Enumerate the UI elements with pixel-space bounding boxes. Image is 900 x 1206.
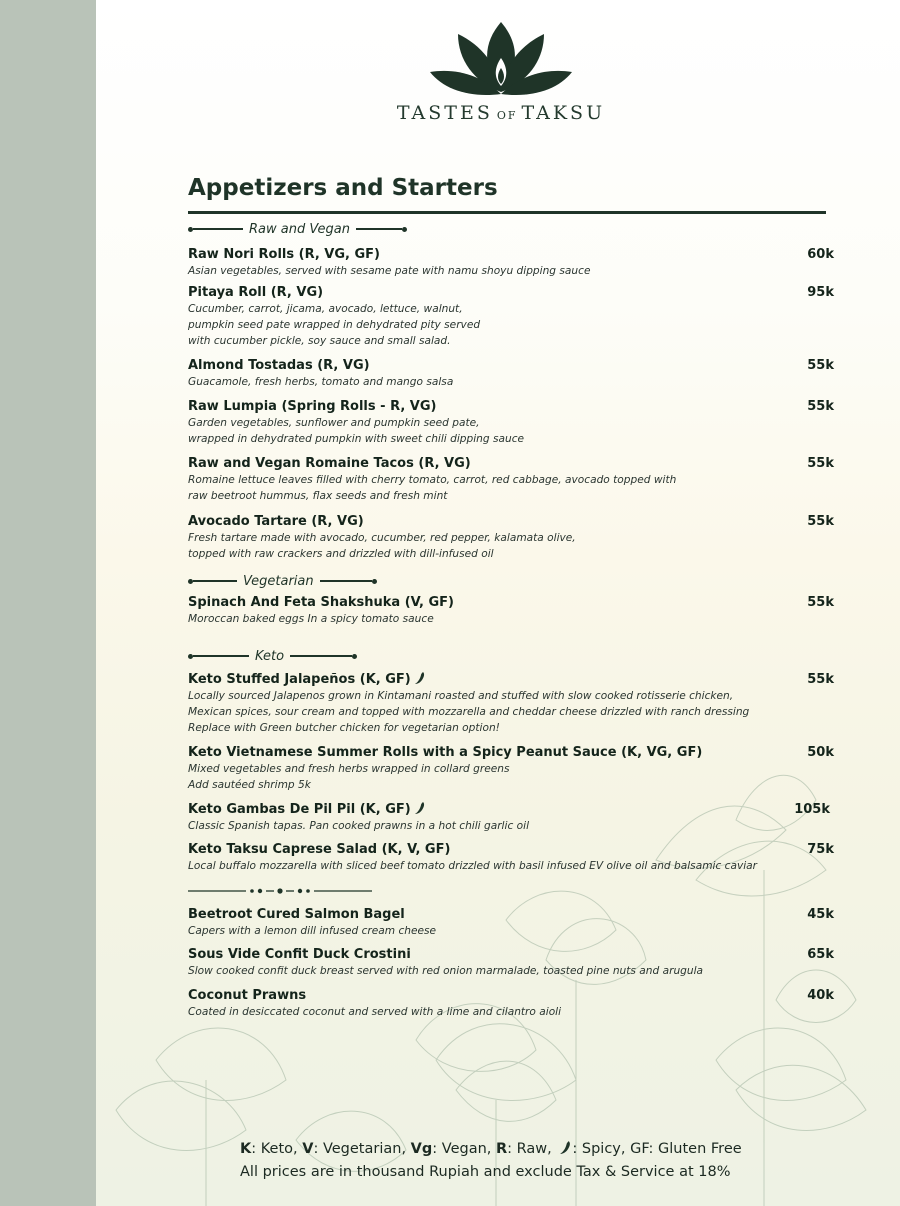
- side-strip: [0, 0, 96, 1206]
- section-keto: [188, 647, 357, 665]
- item-price: 65k: [807, 947, 834, 962]
- item-description: Asian vegetables, served with sesame pate with namu shoyu dipping sauce: [188, 265, 591, 277]
- menu-item: [188, 284, 834, 349]
- section-line: [356, 228, 402, 230]
- item-price: 55k: [807, 595, 834, 610]
- item-name: Raw Nori Rolls (R, VG, GF): [188, 247, 380, 262]
- menu-item: [188, 357, 834, 390]
- item-description: Fresh tartare made with avocado, cucumber, red pepper, kalamata olive, topped with raw crackers and drizzled with dill-infused oil: [188, 532, 576, 560]
- legend-key-vegan: Vg: [410, 1141, 433, 1157]
- item-description: Local buffalo mozzarella with sliced beef tomato drizzled with basil infused EV olive oil and balsamic caviar: [188, 860, 758, 872]
- item-description: Mixed vegetables and fresh herbs wrapped in collard greens Add sautéed shrimp 5k: [188, 763, 510, 791]
- item-price: 45k: [807, 907, 834, 922]
- menu-item: [188, 594, 834, 627]
- section-line: [193, 655, 249, 657]
- legend-val-keto: : Keto,: [251, 1141, 303, 1157]
- menu-item: [188, 671, 834, 736]
- item-description: Cucumber, carrot, jicama, avocado, lettuce, walnut, pumpkin seed pate wrapped in dehydrated pity served with cucumber pickle, soy sauce and small salad.: [188, 303, 481, 347]
- menu-item: [188, 455, 834, 504]
- item-name: Beetroot Cured Salmon Bagel: [188, 907, 405, 922]
- legend-keys: [240, 1138, 800, 1161]
- menu-item: [188, 246, 834, 279]
- item-price: 105k: [794, 802, 830, 817]
- item-name: Keto Taksu Caprese Salad (K, V, GF): [188, 842, 451, 857]
- brand-name: [396, 102, 606, 124]
- chili-icon: [559, 1140, 572, 1155]
- item-description: Coated in desiccated coconut and served with a lime and cilantro aioli: [188, 1006, 562, 1018]
- item-price: 60k: [807, 247, 834, 262]
- section-line: [193, 228, 243, 230]
- item-name: Sous Vide Confit Duck Crostini: [188, 947, 411, 962]
- item-description: Capers with a lemon dill infused cream cheese: [188, 925, 437, 937]
- item-name-text: Keto Stuffed Jalapeños (K, GF): [188, 672, 411, 687]
- brand-name-right: TAKSU: [521, 102, 606, 124]
- menu-item: [188, 398, 834, 447]
- chili-icon: [414, 671, 426, 685]
- section-dot: [402, 227, 407, 232]
- item-name: Avocado Tartare (R, VG): [188, 514, 364, 529]
- item-description: Locally sourced Jalapenos grown in Kintamani roasted and stuffed with slow cooked rotisserie chicken, Mexican spices, sour cream and topped with mozzarella and cheddar cheese drizzled with ranch dressing Replace with Green butcher chicken for vegetarian option!: [188, 690, 750, 734]
- item-description: Guacamole, fresh herbs, tomato and mango salsa: [188, 376, 454, 388]
- item-name: Almond Tostadas (R, VG): [188, 358, 370, 373]
- item-name: [188, 671, 834, 688]
- item-price: 55k: [807, 672, 834, 687]
- section-dot: [352, 654, 357, 659]
- menu-item: [188, 946, 834, 979]
- title-rule: [188, 211, 826, 214]
- item-name: [188, 801, 830, 818]
- item-name: Pitaya Roll (R, VG): [188, 285, 324, 300]
- item-price: 55k: [807, 358, 834, 373]
- chili-icon: [414, 801, 426, 815]
- legend-price-note: All prices are in thousand Rupiah and exclude Tax & Service at 18%: [240, 1164, 731, 1180]
- item-description: Garden vegetables, sunflower and pumpkin seed pate, wrapped in dehydrated pumpkin with sweet chili dipping sauce: [188, 417, 525, 445]
- item-name: Keto Vietnamese Summer Rolls with a Spicy Peanut Sauce (K, VG, GF): [188, 745, 703, 760]
- item-price: 50k: [807, 745, 834, 760]
- divider-ornament: [188, 885, 378, 897]
- legend-val-vegetarian: : Vegetarian,: [313, 1141, 411, 1157]
- brand-logo: [396, 20, 606, 124]
- menu-item: [188, 744, 834, 793]
- section-line: [193, 580, 237, 582]
- section-label-text: Vegetarian: [243, 573, 314, 589]
- legend-key-raw: R: [496, 1141, 508, 1157]
- menu-item: [188, 906, 834, 939]
- item-name-text: Keto Gambas De Pil Pil (K, GF): [188, 802, 411, 817]
- legend-val-raw: : Raw,: [507, 1141, 557, 1157]
- menu-item: [188, 801, 830, 834]
- item-description: Romaine lettuce leaves filled with cherry tomato, carrot, red cabbage, avocado topped with raw beetroot hummus, flax seeds and fresh mint: [188, 474, 677, 502]
- item-description: Moroccan baked eggs In a spicy tomato sauce: [188, 613, 434, 625]
- item-price: 75k: [807, 842, 834, 857]
- menu-item: [188, 841, 834, 874]
- legend-val-vegan: : Vegan,: [432, 1141, 496, 1157]
- item-name: Spinach And Feta Shakshuka (V, GF): [188, 595, 454, 610]
- menu-item: [188, 513, 834, 562]
- legend-val-spicy: : Spicy, GF: Gluten Free: [572, 1141, 742, 1157]
- legend-key-keto: K: [240, 1141, 252, 1157]
- section-dot: [372, 579, 377, 584]
- section-vegetarian: [188, 572, 377, 590]
- item-price: 55k: [807, 514, 834, 529]
- item-price: 95k: [807, 285, 834, 300]
- section-label-text: Raw and Vegan: [249, 221, 350, 237]
- menu-page: [96, 0, 900, 1206]
- brand-name-left: TASTES: [396, 102, 493, 124]
- item-price: 55k: [807, 399, 834, 414]
- item-price: 40k: [807, 988, 834, 1003]
- legend: [240, 1138, 800, 1184]
- section-line: [290, 655, 352, 657]
- item-name: Raw Lumpia (Spring Rolls - R, VG): [188, 399, 437, 414]
- section-raw-and-vegan: [188, 220, 407, 238]
- item-name: Coconut Prawns: [188, 988, 307, 1003]
- section-label-text: Keto: [255, 648, 285, 664]
- menu-item: [188, 987, 834, 1020]
- item-description: Classic Spanish tapas. Pan cooked prawns in a hot chili garlic oil: [188, 820, 530, 832]
- item-price: 55k: [807, 456, 834, 471]
- item-name: Raw and Vegan Romaine Tacos (R, VG): [188, 456, 471, 471]
- lotus-logo-icon: [426, 20, 576, 98]
- menu-title: Appetizers and Starters: [188, 175, 498, 201]
- brand-name-of: OF: [496, 109, 518, 122]
- legend-key-vegetarian: V: [302, 1141, 314, 1157]
- section-line: [320, 580, 372, 582]
- item-description: Slow cooked confit duck breast served with red onion marmalade, toasted pine nuts and arugula: [188, 965, 704, 977]
